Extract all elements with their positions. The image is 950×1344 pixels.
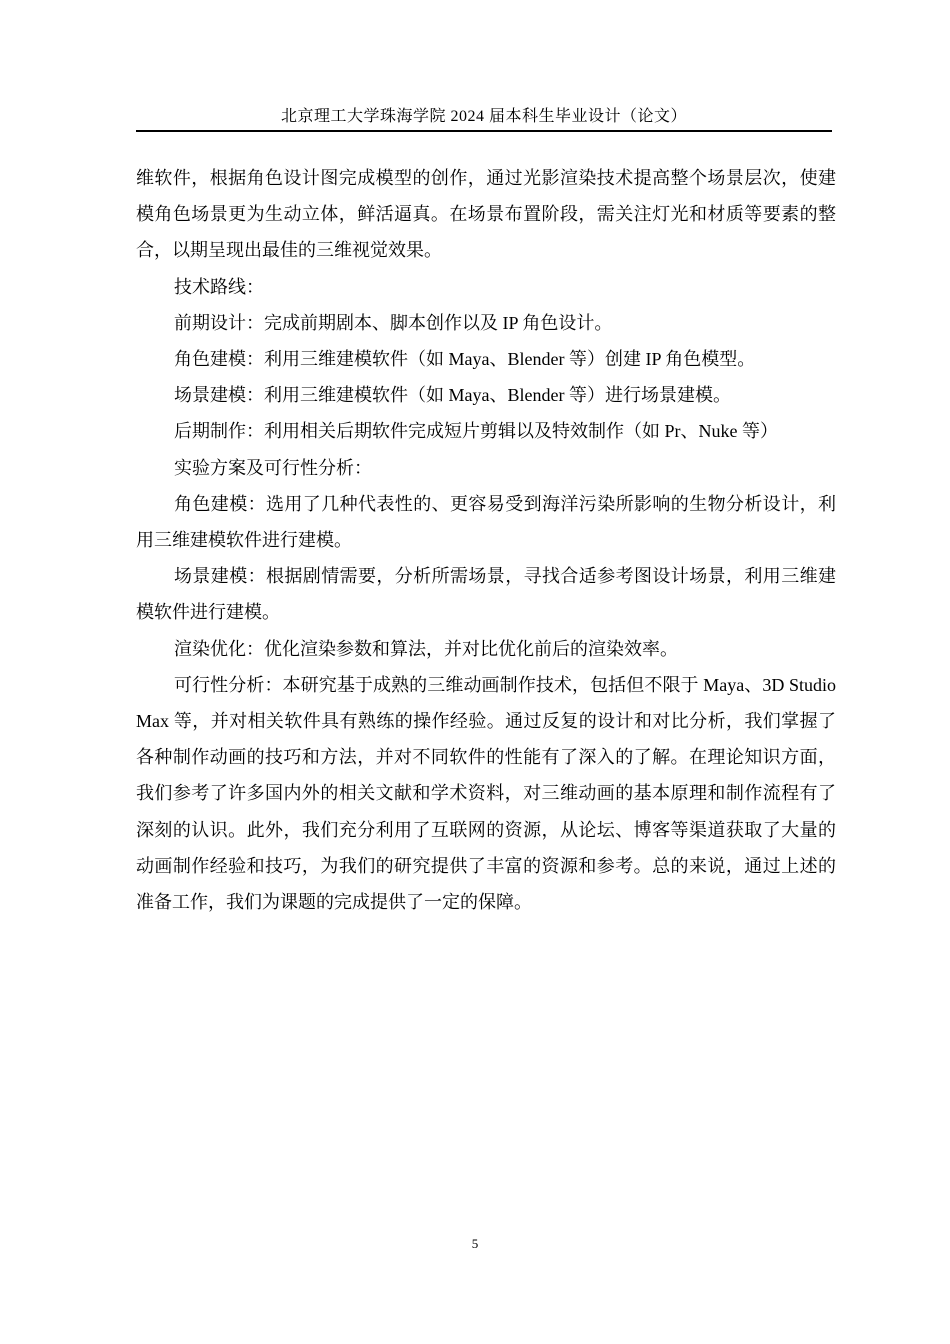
page-header: 北京理工大学珠海学院 2024 届本科生毕业设计（论文） (136, 106, 832, 132)
paragraph-technical-route-heading: 技术路线： (174, 276, 264, 297)
paragraph-experiment-plan-heading: 实验方案及可行性分析： (174, 457, 372, 478)
body-text (136, 160, 836, 920)
paragraph-render-optimization: 渲染优化：优化渲染参数和算法，并对比优化前后的渲染效率。 (174, 638, 678, 659)
paragraph-continuation: 维软件，根据角色设计图完成模型的创作，通过光影渲染技术提高整个场景层次，使建模角色场景更为生动立体，鲜活逼真。在场景布置阶段，需关注灯光和材质等要素的整合，以期呈现出最佳的三维视觉效果。 (136, 168, 836, 261)
paragraph-scene-modeling-plan: 场景建模：根据剧情需要，分析所需场景，寻找合适参考图设计场景，利用三维建模软件进行建模。 (136, 566, 836, 623)
page-number: 5 (471, 1236, 479, 1251)
paragraph-post-production: 后期制作：利用相关后期软件完成短片剪辑以及特效制作（如 Pr、Nuke 等） (174, 421, 778, 442)
paragraph-scene-modeling: 场景建模：利用三维建模软件（如 Maya、Blender 等）进行场景建模。 (174, 385, 731, 406)
paragraph-pre-design: 前期设计：完成前期剧本、脚本创作以及 IP 角色设计。 (174, 312, 613, 333)
paragraph-feasibility-analysis: 可行性分析：本研究基于成熟的三维动画制作技术，包括但不限于 Maya、3D Studio Max 等，并对相关软件具有熟练的操作经验。通过反复的设计和对比分析，我们掌握了各种制作动画的技巧和方法，并对不同软件的性能有了深入的了解。在理论知识方面，我们参考了许多国内外的相关文献和学术资料，对三维动画的基本原理和制作流程有了深刻的认识。此外，我们充分利用了互联网的资源，从论坛、博客等渠道获取了大量的动画制作经验和技巧，为我们的研究提供了丰富的资源和参考。总的来说，通过上述的准备工作，我们为课题的完成提供了一定的保障。 (136, 674, 836, 913)
paragraph-character-modeling-plan: 角色建模：选用了几种代表性的、更容易受到海洋污染所影响的生物分析设计，利用三维建模软件进行建模。 (136, 493, 836, 551)
paragraph-character-modeling: 角色建模：利用三维建模软件（如 Maya、Blender 等）创建 IP 角色模型。 (174, 349, 756, 370)
